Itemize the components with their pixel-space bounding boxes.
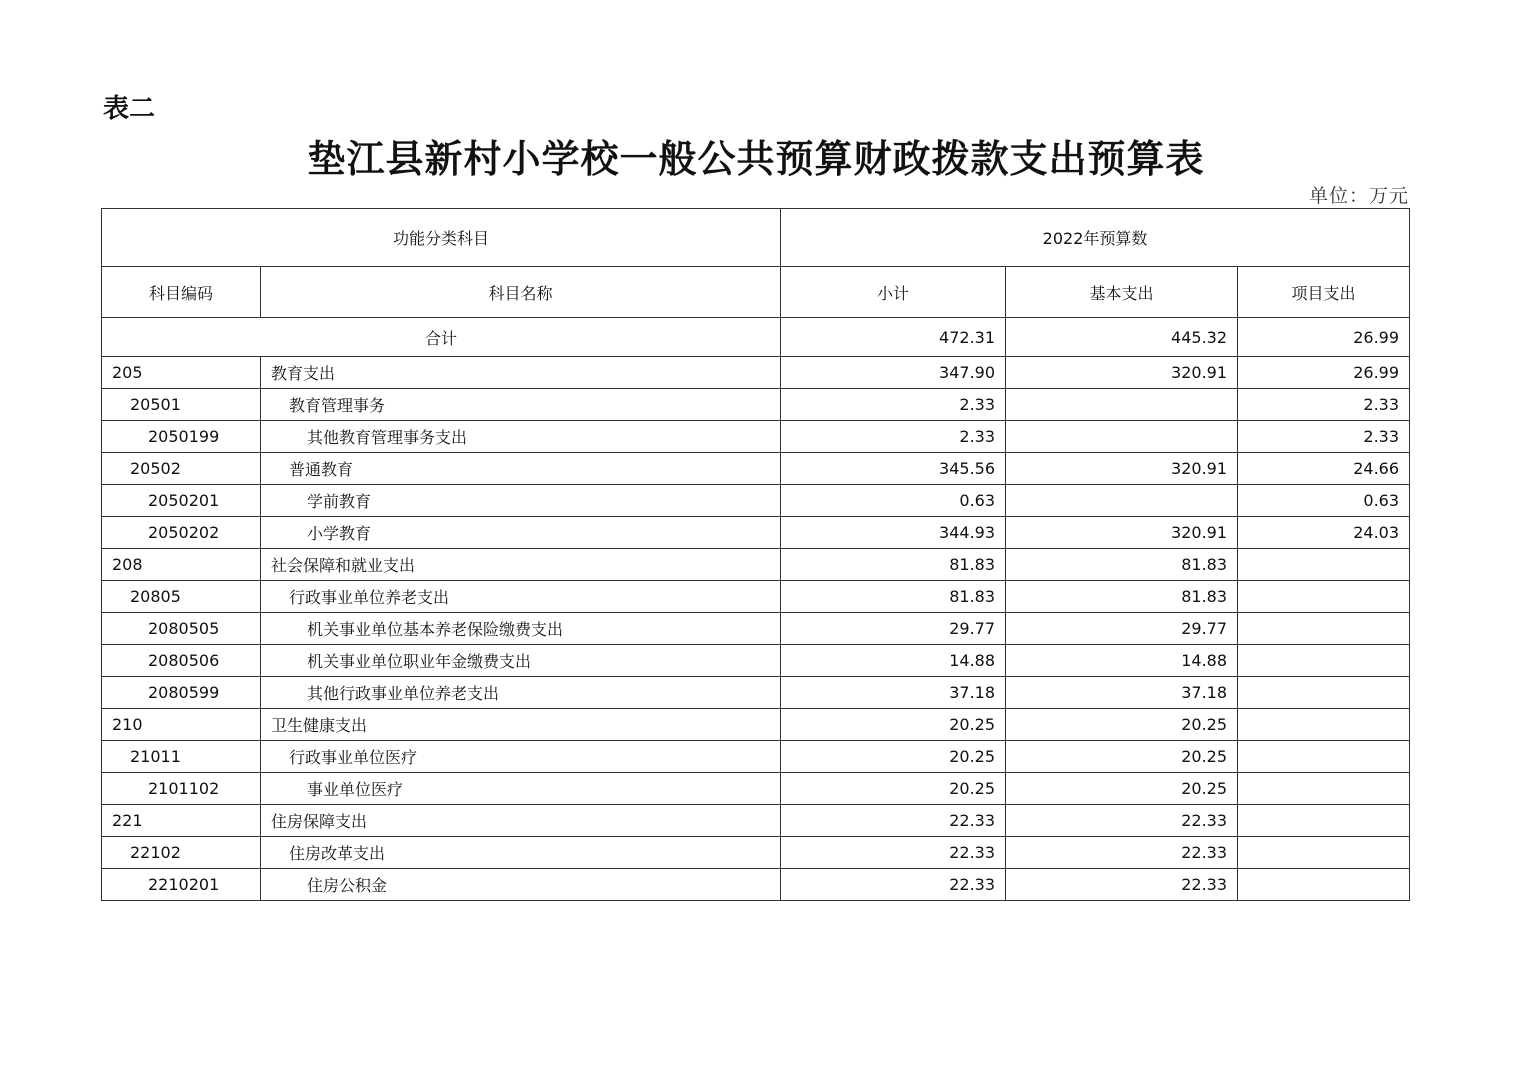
row-name-cell: 教育管理事务 — [261, 389, 781, 421]
row-subtotal-cell: 347.90 — [781, 357, 1006, 389]
row-subtotal-cell: 20.25 — [781, 741, 1006, 773]
row-basic-cell: 22.33 — [1006, 869, 1238, 901]
functional-category-header: 功能分类科目 — [102, 209, 781, 267]
table-row — [102, 613, 1410, 645]
row-code-cell: 205 — [102, 357, 261, 389]
column-header-row — [102, 267, 1410, 318]
row-project-cell — [1238, 581, 1410, 613]
row-subtotal-cell: 81.83 — [781, 549, 1006, 581]
page-title: 垫江县新村小学校一般公共预算财政拨款支出预算表 — [307, 136, 1205, 181]
row-code-cell: 2210201 — [102, 869, 261, 901]
row-subtotal-cell: 29.77 — [781, 613, 1006, 645]
table-row — [102, 677, 1410, 709]
row-project-cell — [1238, 613, 1410, 645]
row-subtotal-cell: 0.63 — [781, 485, 1006, 517]
row-code-cell: 208 — [102, 549, 261, 581]
row-subtotal-cell: 22.33 — [781, 837, 1006, 869]
row-name-cell: 其他行政事业单位养老支出 — [261, 677, 781, 709]
table-row — [102, 485, 1410, 517]
row-basic-cell: 320.91 — [1006, 517, 1238, 549]
row-project-cell — [1238, 805, 1410, 837]
row-name-cell: 机关事业单位职业年金缴费支出 — [261, 645, 781, 677]
table-number-label: 表二 — [103, 94, 156, 124]
table-row — [102, 453, 1410, 485]
row-name-cell: 小学教育 — [261, 517, 781, 549]
row-project-cell — [1238, 869, 1410, 901]
table-row — [102, 805, 1410, 837]
row-name-cell: 其他教育管理事务支出 — [261, 421, 781, 453]
row-code-cell: 22102 — [102, 837, 261, 869]
row-name-cell: 住房保障支出 — [261, 805, 781, 837]
row-subtotal-cell: 2.33 — [781, 389, 1006, 421]
row-code-cell: 20805 — [102, 581, 261, 613]
row-basic-cell: 20.25 — [1006, 773, 1238, 805]
table-row — [102, 357, 1410, 389]
table-row — [102, 741, 1410, 773]
row-name-cell: 行政事业单位养老支出 — [261, 581, 781, 613]
row-code-cell: 2080506 — [102, 645, 261, 677]
row-code-cell: 2080505 — [102, 613, 261, 645]
row-name-cell: 社会保障和就业支出 — [261, 549, 781, 581]
row-subtotal-cell: 22.33 — [781, 805, 1006, 837]
row-project-cell: 2.33 — [1238, 421, 1410, 453]
row-project-cell — [1238, 837, 1410, 869]
budget-year-header: 2022年预算数 — [781, 209, 1410, 267]
row-basic-cell: 81.83 — [1006, 549, 1238, 581]
row-project-cell — [1238, 741, 1410, 773]
row-project-cell: 0.63 — [1238, 485, 1410, 517]
row-name-cell: 住房改革支出 — [261, 837, 781, 869]
row-code-cell: 20501 — [102, 389, 261, 421]
name-column-header: 科目名称 — [261, 267, 781, 318]
table-row — [102, 869, 1410, 901]
row-subtotal-cell: 14.88 — [781, 645, 1006, 677]
row-basic-cell — [1006, 485, 1238, 517]
row-subtotal-cell: 81.83 — [781, 581, 1006, 613]
row-basic-cell: 14.88 — [1006, 645, 1238, 677]
table-row — [102, 837, 1410, 869]
row-name-cell: 教育支出 — [261, 357, 781, 389]
row-code-cell: 2101102 — [102, 773, 261, 805]
code-column-header: 科目编码 — [102, 267, 261, 318]
row-project-cell: 2.33 — [1238, 389, 1410, 421]
total-project: 26.99 — [1238, 318, 1410, 357]
row-code-cell: 210 — [102, 709, 261, 741]
row-basic-cell: 81.83 — [1006, 581, 1238, 613]
project-column-header: 项目支出 — [1238, 267, 1410, 318]
row-code-cell: 221 — [102, 805, 261, 837]
row-basic-cell: 22.33 — [1006, 837, 1238, 869]
row-subtotal-cell: 20.25 — [781, 773, 1006, 805]
table-row — [102, 581, 1410, 613]
table-row — [102, 517, 1410, 549]
row-basic-cell: 320.91 — [1006, 357, 1238, 389]
total-subtotal: 472.31 — [781, 318, 1006, 357]
total-basic: 445.32 — [1006, 318, 1238, 357]
row-name-cell: 学前教育 — [261, 485, 781, 517]
row-basic-cell: 29.77 — [1006, 613, 1238, 645]
total-label: 合计 — [102, 318, 781, 357]
table-row — [102, 389, 1410, 421]
row-subtotal-cell: 344.93 — [781, 517, 1006, 549]
row-project-cell: 24.66 — [1238, 453, 1410, 485]
row-name-cell: 普通教育 — [261, 453, 781, 485]
row-project-cell — [1238, 549, 1410, 581]
row-basic-cell: 20.25 — [1006, 741, 1238, 773]
row-basic-cell: 320.91 — [1006, 453, 1238, 485]
table-row — [102, 549, 1410, 581]
row-name-cell: 事业单位医疗 — [261, 773, 781, 805]
row-code-cell: 20502 — [102, 453, 261, 485]
group-header-row — [102, 209, 1410, 267]
row-project-cell: 24.03 — [1238, 517, 1410, 549]
table-row — [102, 773, 1410, 805]
subtotal-column-header: 小计 — [781, 267, 1006, 318]
row-subtotal-cell: 20.25 — [781, 709, 1006, 741]
row-project-cell — [1238, 645, 1410, 677]
row-project-cell: 26.99 — [1238, 357, 1410, 389]
table-row — [102, 709, 1410, 741]
row-subtotal-cell: 37.18 — [781, 677, 1006, 709]
row-project-cell — [1238, 677, 1410, 709]
table-row — [102, 645, 1410, 677]
row-name-cell: 卫生健康支出 — [261, 709, 781, 741]
row-basic-cell — [1006, 421, 1238, 453]
row-code-cell: 2050201 — [102, 485, 261, 517]
row-subtotal-cell: 2.33 — [781, 421, 1006, 453]
total-row — [102, 318, 1410, 357]
row-name-cell: 机关事业单位基本养老保险缴费支出 — [261, 613, 781, 645]
unit-label: 单位：万元 — [1308, 185, 1409, 207]
row-project-cell — [1238, 773, 1410, 805]
row-code-cell: 21011 — [102, 741, 261, 773]
row-basic-cell: 22.33 — [1006, 805, 1238, 837]
row-code-cell: 2050199 — [102, 421, 261, 453]
row-code-cell: 2050202 — [102, 517, 261, 549]
row-basic-cell: 37.18 — [1006, 677, 1238, 709]
budget-table — [101, 208, 1410, 901]
basic-column-header: 基本支出 — [1006, 267, 1238, 318]
row-name-cell: 行政事业单位医疗 — [261, 741, 781, 773]
row-basic-cell: 20.25 — [1006, 709, 1238, 741]
row-project-cell — [1238, 709, 1410, 741]
row-subtotal-cell: 345.56 — [781, 453, 1006, 485]
table-row — [102, 421, 1410, 453]
row-basic-cell — [1006, 389, 1238, 421]
row-subtotal-cell: 22.33 — [781, 869, 1006, 901]
row-code-cell: 2080599 — [102, 677, 261, 709]
row-name-cell: 住房公积金 — [261, 869, 781, 901]
